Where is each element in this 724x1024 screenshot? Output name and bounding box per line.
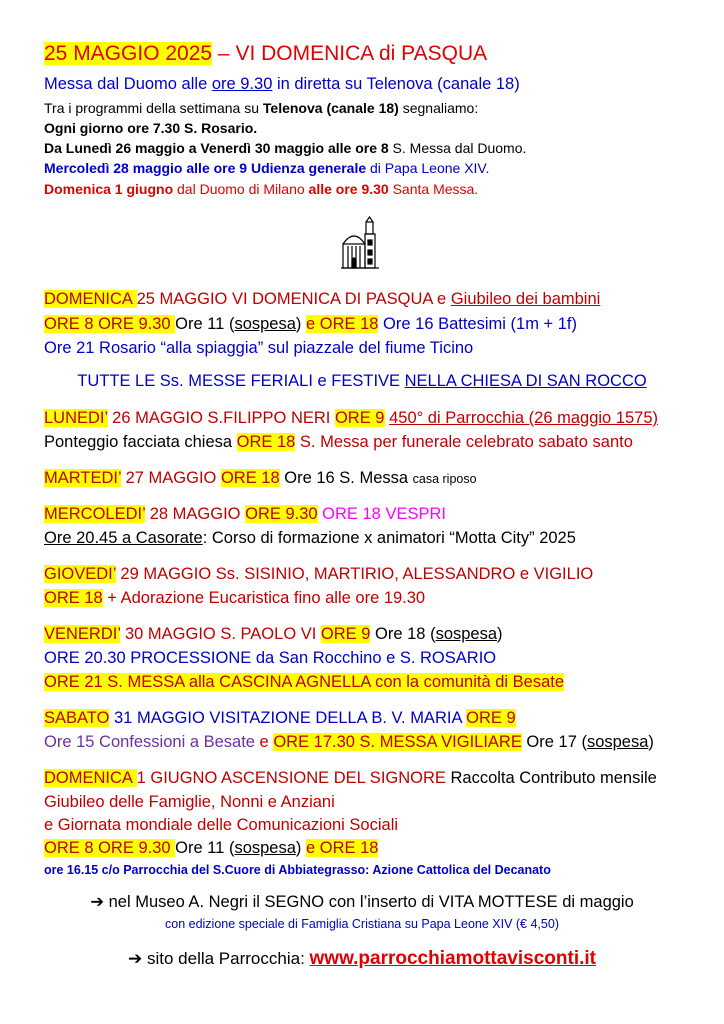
saturday-r1: Ore 17 (: [521, 733, 587, 751]
arrow-right-icon: ➔: [128, 949, 143, 968]
museo-line: [0, 893, 724, 912]
tv-mass-time: ore 9.30: [211, 75, 273, 93]
audience-rest: di Papa Leone XIV.: [366, 160, 490, 176]
weekly-mass-bold: Da Lunedì 26 maggio a Venerdì 30 maggio alle ore 8: [44, 140, 389, 156]
monday-l2-pre: Ponteggio facciata chiesa: [44, 433, 237, 451]
tv-mass-line: [44, 75, 520, 94]
tv-programs-post: segnaliamo:: [398, 100, 479, 116]
friday-day: VENERDI’: [44, 625, 121, 643]
monday-line2: [44, 433, 633, 452]
sunday-duomo-rest: Santa Messa.: [388, 181, 479, 197]
tv-programs-line: [44, 100, 478, 116]
wednesday-vespri: ORE 18 VESPRI: [317, 505, 446, 523]
arrow-right-icon: ➔: [90, 893, 105, 911]
monday-title-text: 26 MAGGIO S.FILIPPO NERI: [107, 409, 335, 427]
title-rest: – VI DOMENICA di PASQUA: [212, 42, 488, 65]
title-date: 25 MAGGIO 2025: [44, 42, 213, 65]
monday-l2-time: ORE 18: [236, 433, 296, 451]
thursday-line2: [44, 589, 425, 608]
wednesday-day: MERCOLEDI’: [44, 505, 146, 523]
sunday-times-t3: ): [295, 315, 306, 333]
friday-r1: Ore 18 (: [370, 625, 436, 643]
friday-procession: ORE 20.30 PROCESSIONE da San Rocchino e S. ROSARIO: [44, 649, 497, 667]
sunday2-jubilee: Giubileo delle Famiglie, Nonni e Anziani: [44, 793, 335, 811]
sunday-jubilee: Giubileo dei bambini: [450, 290, 601, 308]
sunday-times-t4: e ORE 18: [306, 315, 379, 333]
church-icon: [339, 216, 383, 272]
sunday-sospesa: sospesa: [234, 315, 296, 333]
website-link[interactable]: www.parrocchiamottavisconti.it: [309, 948, 596, 969]
monday-title: [44, 409, 658, 428]
sunday-times: [44, 315, 577, 334]
tuesday-title: [44, 469, 477, 488]
thursday-adoration: + Adorazione Eucaristica fino alle ore 19.30: [102, 589, 426, 607]
friday-title: [44, 625, 503, 644]
sunday2-times-t3: ): [295, 839, 306, 857]
sunday2-sospesa: sospesa: [234, 839, 296, 857]
churches-notice: [0, 372, 724, 391]
monday-anniversary: 450° di Parrocchia (26 maggio 1575): [389, 409, 659, 427]
website-pre: sito della Parrocchia:: [142, 949, 310, 968]
sunday-title-text: 25 MAGGIO VI DOMENICA DI PASQUA e: [136, 290, 451, 308]
sunday2-comms: e Giornata mondiale delle Comunicazioni Sociali: [44, 816, 399, 834]
wednesday-casorate: Ore 20.45 a Casorate: [44, 529, 203, 547]
friday-sospesa: sospesa: [435, 625, 498, 643]
tuesday-title-text: 27 MAGGIO: [121, 469, 221, 487]
sunday2-times-t4: e ORE 18: [306, 839, 379, 857]
audience-line: [44, 160, 489, 176]
sunday2-times: [44, 839, 378, 858]
sunday-duomo-bold2: alle ore 9.30: [308, 181, 389, 197]
tuesday-small: casa riposo: [412, 472, 477, 486]
saturday-day: SABATO: [44, 709, 110, 727]
tv-mass-pre: Messa dal Duomo alle: [44, 75, 212, 93]
sunday2-azione-cattolica: ore 16.15 c/o Parrocchia del S.Cuore di Abbiategrasso: Azione Cattolica del Decanato: [44, 863, 551, 877]
monday-day: LUNEDI’: [44, 409, 108, 427]
tuesday-rest: Ore 16 S. Messa: [279, 469, 413, 487]
saturday-title: [44, 709, 516, 728]
sunday-title: [44, 290, 600, 309]
monday-l2-post: S. Messa per funerale celebrato sabato santo: [295, 433, 633, 451]
saturday-sospesa: sospesa: [586, 733, 649, 751]
friday-cascina-line: [44, 673, 564, 692]
tuesday-day: MARTEDI’: [44, 469, 122, 487]
page-title: [44, 42, 487, 66]
saturday-r2: ): [648, 733, 654, 751]
tv-mass-post: in diretta su Telenova (canale 18): [272, 75, 520, 93]
friday-r2: ): [497, 625, 503, 643]
sunday2-day: DOMENICA: [44, 769, 137, 787]
sunday-duomo-line: [44, 181, 478, 197]
wednesday-course: : Corso di formazione x animatori “Motta City” 2025: [202, 529, 576, 547]
notice-place: NELLA CHIESA DI SAN ROCCO: [404, 372, 647, 390]
monday-time: ORE 9: [334, 409, 385, 427]
saturday-line2: [44, 733, 654, 752]
saturday-time: ORE 9: [466, 709, 516, 727]
weekly-mass-line: [44, 140, 526, 156]
thursday-title: [44, 565, 593, 584]
wednesday-time: ORE 9.30: [245, 505, 318, 523]
thursday-title-text: 29 MAGGIO Ss. SISINIO, MARTIRIO, ALESSANDRO e VIGILIO: [115, 565, 594, 583]
wednesday-line2: [44, 529, 576, 548]
sunday-times-t2: Ore 11 (: [175, 315, 235, 333]
sunday-rosary: Ore 21 Rosario “alla spiaggia” sul piazzale del fiume Ticino: [44, 339, 474, 357]
notice-pre: TUTTE LE Ss. MESSE FERIALI e FESTIVE: [77, 372, 405, 390]
daily-rosary: Ogni giorno ore 7.30 S. Rosario.: [44, 120, 258, 136]
friday-cascina: ORE 21 S. MESSA alla CASCINA AGNELLA con la comunità di Besate: [44, 673, 565, 691]
audience-bold: Mercoledì 28 maggio alle ore 9 Udienza generale: [44, 160, 367, 176]
sunday-duomo-bold1: Domenica 1 giugno: [44, 181, 174, 197]
sunday-times-hl: ORE 8 ORE 9.30: [44, 315, 176, 333]
sunday-baptisms: Ore 16 Battesimi (1m + 1f): [378, 315, 577, 333]
sunday2-title-text: 1 GIUGNO ASCENSIONE DEL SIGNORE: [136, 769, 446, 787]
friday-time: ORE 9: [320, 625, 371, 643]
sunday-day: DOMENICA: [44, 290, 137, 308]
sunday2-times-hl: ORE 8 ORE 9.30: [44, 839, 176, 857]
saturday-title-text: 31 MAGGIO VISITAZIONE DELLA B. V. MARIA: [109, 709, 467, 727]
saturday-confessions: Ore 15 Confessioni a Besate: [44, 733, 260, 751]
weekly-mass-rest: S. Messa dal Duomo.: [388, 140, 527, 156]
tuesday-time: ORE 18: [220, 469, 280, 487]
thursday-time: ORE 18: [44, 589, 103, 607]
tv-channel: Telenova (canale 18): [262, 100, 399, 116]
saturday-vigil: ORE 17.30 S. MESSA VIGILIARE: [273, 733, 522, 751]
website-line: [0, 948, 724, 970]
wednesday-title-text: 28 MAGGIO: [145, 505, 246, 523]
thursday-day: GIOVEDI’: [44, 565, 116, 583]
tv-programs-pre: Tra i programmi della settimana su: [44, 100, 263, 116]
sunday-duomo-mid: dal Duomo di Milano: [173, 181, 309, 197]
saturday-e: e: [259, 733, 274, 751]
museo-text: nel Museo A. Negri il SEGNO con l’inserto di VITA MOTTESE di maggio: [104, 893, 634, 911]
sunday2-title: [44, 769, 657, 788]
wednesday-title: [44, 505, 446, 524]
sunday2-collect: Raccolta Contributo mensile: [445, 769, 657, 787]
sunday2-times-t2: Ore 11 (: [175, 839, 235, 857]
friday-title-text: 30 MAGGIO S. PAOLO VI: [120, 625, 321, 643]
famiglia-cristiana-line: con edizione speciale di Famiglia Cristiana su Papa Leone XIV (€ 4,50): [165, 917, 559, 931]
